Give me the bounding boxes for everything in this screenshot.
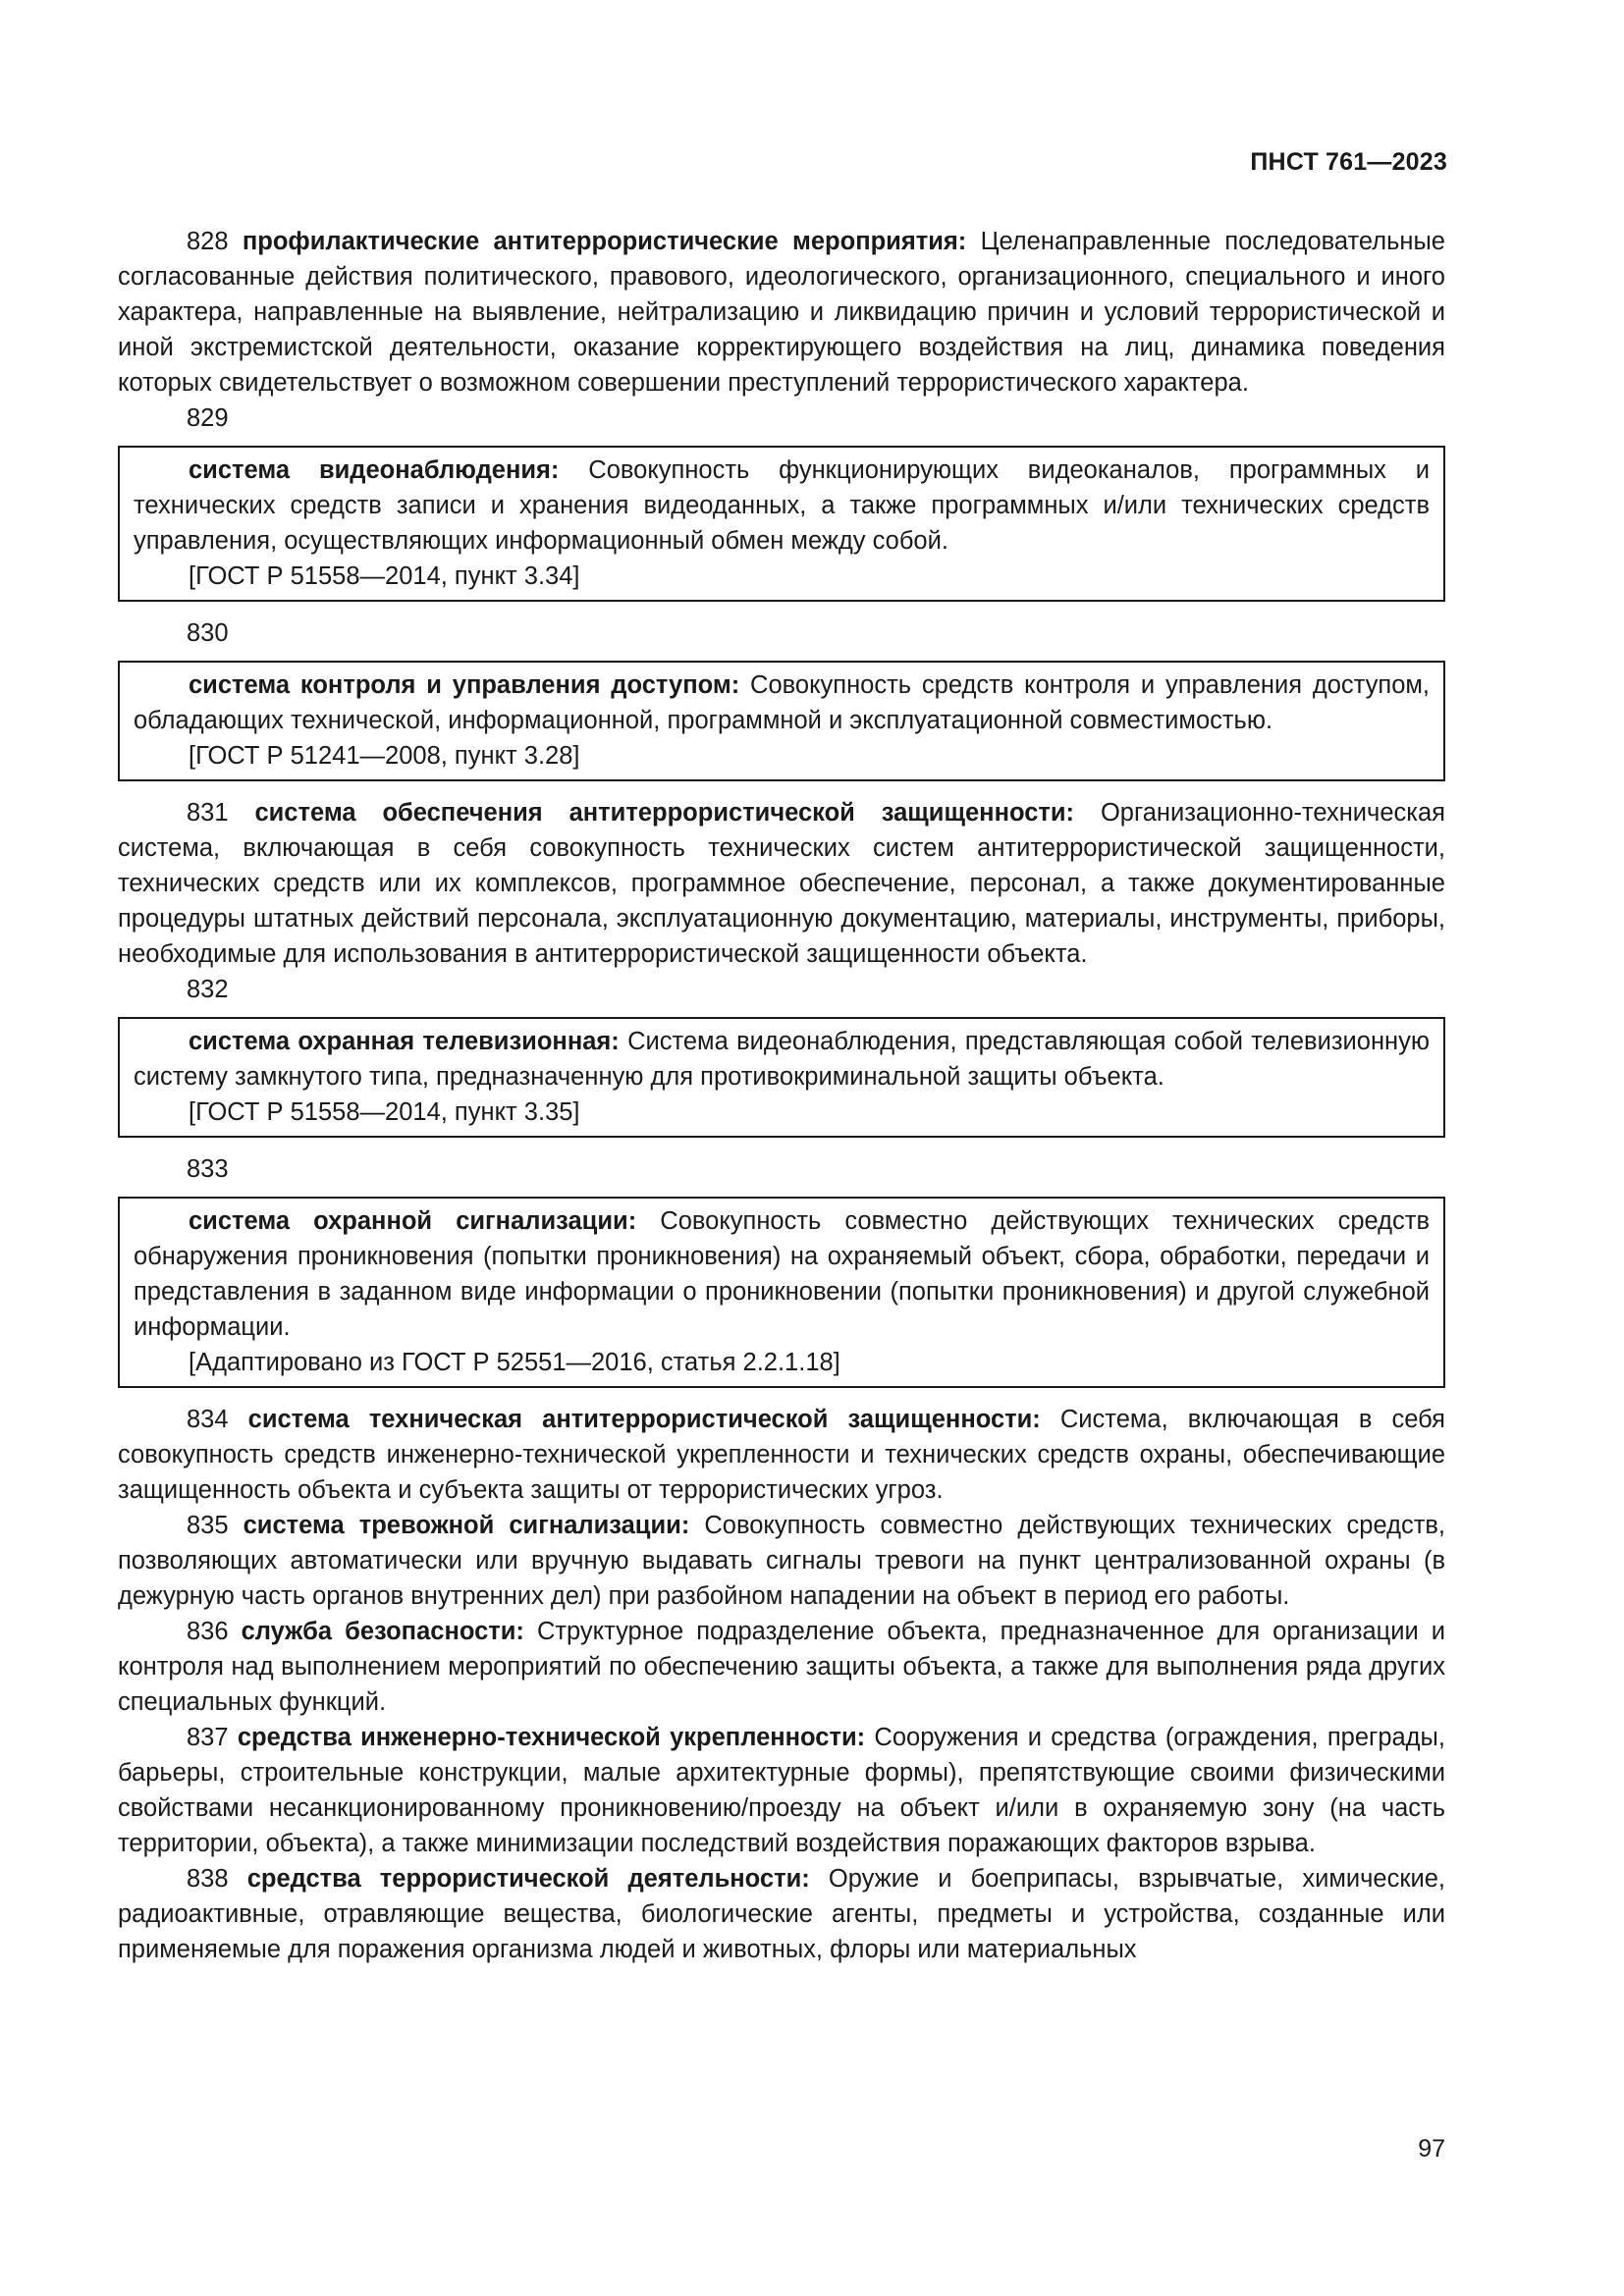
term-number: 832 [187, 976, 229, 1003]
term-name: система охранной сигнализации: [189, 1207, 637, 1235]
term-name: средства инженерно-технической укрепленности: [237, 1724, 866, 1751]
term-entry-837 [118, 1720, 1445, 1861]
term-name: система контроля и управления доступом: [189, 671, 740, 699]
term-number: 829 [187, 404, 229, 432]
term-name: система техническая антитеррористической защищенности: [247, 1406, 1041, 1433]
term-box-829 [118, 446, 1445, 602]
term-entry-830 [134, 667, 1430, 738]
term-definition: Совокупность совместно действующих технических средств, позволяющих автоматически или вручную выдавать сигналы тревоги на пункт централизованной охраны (в дежурную часть органов внутренних дел) при разбойном нападении на объект в период его работы. [118, 1512, 1446, 1610]
term-definition: Совокупность функционирующих видеоканалов, программных и технических средств записи и хранения видеоданных, а также программных и/или технических средств управления, осуществляющих информационный обмен между собой. [134, 456, 1431, 555]
term-entry-833 [134, 1203, 1430, 1345]
term-number: 838 [187, 1865, 229, 1893]
term-number: 835 [187, 1512, 229, 1539]
term-number: 834 [187, 1406, 229, 1433]
term-number: 837 [187, 1724, 229, 1751]
term-number: 831 [187, 799, 229, 827]
term-source-ref: [ГОСТ Р 51558—2014, пункт 3.35] [189, 1098, 580, 1126]
document-id: ПНСТ 761—2023 [1250, 148, 1447, 176]
term-definition: Организационно-техническая система, включающая в себя совокупность технических систем антитеррористической защищенности, технических средств или их комплексов, программное обеспечение, персонал, а также документированные процедуры штатных действий персонала, эксплуатационную документацию, материалы, инструменты, приборы, необходимые для использования в антитеррористической защищенности объекта. [118, 799, 1445, 968]
term-name: служба безопасности: [241, 1618, 524, 1645]
terms-list [118, 224, 1445, 1967]
term-source-ref: [Адаптировано из ГОСТ Р 52551—2016, статья 2.2.1.18] [189, 1349, 840, 1376]
term-source-ref: [ГОСТ Р 51558—2014, пункт 3.34] [189, 562, 580, 590]
term-entry-831 [118, 795, 1445, 972]
term-entry-829 [134, 453, 1430, 559]
term-definition: Сооружения и средства (ограждения, преграды, барьеры, строительные конструкции, малые архитектурные формы), препятствующие своими физическими свойствами несанкционированному проникновению/проезду на объект и/или в охраняемую зону (на часть территории, объекта), а также минимизации последствий воздействия поражающих факторов взрыва. [118, 1724, 1445, 1857]
term-entry-838 [118, 1861, 1445, 1967]
term-name: система охранная телевизионная: [189, 1028, 620, 1055]
term-number: 836 [187, 1618, 229, 1645]
term-name: система обеспечения антитеррористической защищенности: [254, 799, 1075, 827]
term-entry-834 [118, 1402, 1445, 1508]
term-entry-836 [118, 1614, 1445, 1720]
term-name: система видеонаблюдения: [189, 456, 560, 484]
term-entry-835 [118, 1508, 1445, 1614]
term-definition: Оружие и боеприпасы, взрывчатые, химические, радиоактивные, отравляющие вещества, биологические агенты, предметы и устройства, созданные или применяемые для поражения организма людей и животных, флоры или материальных [118, 1865, 1445, 1963]
term-definition: Совокупность совместно действующих технических средств обнаружения проникновения (попытки проникновения) на охраняемый объект, сбора, обработки, передачи и представления в заданном виде информации о проникновении (попытки проникновения) и другой служебной информации. [134, 1207, 1430, 1341]
term-entry-828 [118, 224, 1445, 400]
term-definition: Система, включающая в себя совокупность средств инженерно-технической укрепленности и технических средств охраны, обеспечивающие защищенность объекта и субъекта защиты от террористических угроз. [118, 1406, 1445, 1504]
term-definition: Совокупность средств контроля и управления доступом, обладающих технической, информационной, программной и эксплуатационной совместимостью. [134, 671, 1430, 734]
term-definition: Структурное подразделение объекта, предназначенное для организации и контроля над выполнением мероприятий по обеспечению защиты объекта, а также для выполнения ряда других специальных функций. [118, 1618, 1445, 1716]
term-number: 828 [187, 228, 229, 255]
term-name: средства террористической деятельности: [246, 1865, 810, 1893]
term-number: 833 [187, 1155, 229, 1183]
term-box-832 [118, 1017, 1445, 1138]
term-definition: Целенаправленные последовательные согласованные действия политического, правового, идеологического, организационного, специального и иного характера, направленные на выявление, нейтрализацию и ликвидацию причин и условий террористической и иной экстремистской деятельности, оказание корректирующего воздействия на лиц, динамика поведения которых свидетельствует о возможном совершении преступлений террористического характера. [118, 228, 1445, 397]
term-number: 830 [187, 619, 229, 647]
term-source-ref: [ГОСТ Р 51241—2008, пункт 3.28] [189, 742, 580, 770]
term-name: система тревожной сигнализации: [243, 1512, 690, 1539]
term-entry-832 [134, 1024, 1430, 1095]
term-box-833 [118, 1197, 1445, 1388]
term-name: профилактические антитеррористические мероприятия: [242, 228, 967, 255]
term-definition: Система видеонаблюдения, представляющая собой телевизионную систему замкнутого типа, предназначенную для противокриминальной защиты объекта. [134, 1028, 1430, 1091]
page-number: 97 [1418, 2135, 1445, 2163]
term-box-830 [118, 661, 1445, 781]
